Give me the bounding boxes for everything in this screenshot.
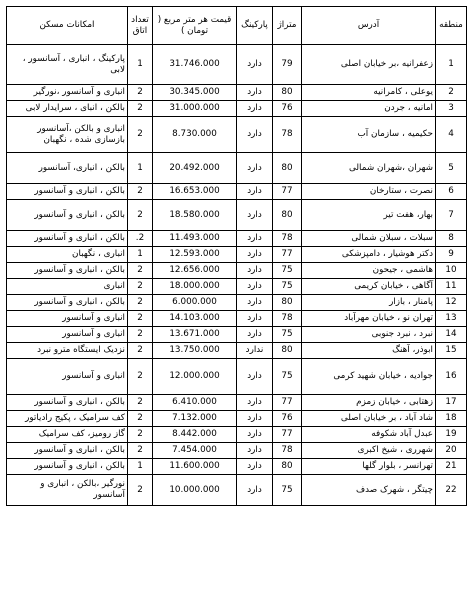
- cell-amenities: نزدیک ایستگاه مترو نبرد: [7, 343, 128, 359]
- header-region: منطقه: [436, 7, 467, 45]
- cell-amenities: بالکن ، انباری و آسانسور: [7, 184, 128, 200]
- header-rooms: تعداد اتاق: [128, 7, 153, 45]
- housing-table: [6, 6, 467, 506]
- cell-rooms: 2: [128, 311, 153, 327]
- cell-address: تهران نو ، خیابان مهرآباد: [302, 311, 436, 327]
- cell-area: 77: [273, 184, 302, 200]
- cell-price: 16.653.000: [153, 184, 237, 200]
- cell-parking: دارد: [237, 101, 273, 117]
- cell-address: چیتگر ، شهرک صدف: [302, 475, 436, 506]
- cell-rooms: 2: [128, 395, 153, 411]
- cell-parking: دارد: [237, 184, 273, 200]
- cell-price: 7.454.000: [153, 443, 237, 459]
- table-row: [7, 279, 467, 295]
- cell-area: 80: [273, 459, 302, 475]
- cell-address: نصرت ، ستارخان: [302, 184, 436, 200]
- cell-region: 20: [436, 443, 467, 459]
- header-address: آدرس: [302, 7, 436, 45]
- cell-price: 6.410.000: [153, 395, 237, 411]
- cell-amenities: بالکن ، انبای ، سرایدار لابی: [7, 101, 128, 117]
- cell-area: 78: [273, 117, 302, 153]
- cell-rooms: 2: [128, 200, 153, 231]
- cell-area: 80: [273, 343, 302, 359]
- cell-amenities: انباری: [7, 279, 128, 295]
- table-row: [7, 343, 467, 359]
- cell-price: 20.492.000: [153, 153, 237, 184]
- cell-parking: دارد: [237, 45, 273, 85]
- cell-amenities: انباری و بالکن ،آسانسور بازسازی شده ، نگهبان: [7, 117, 128, 153]
- cell-area: 76: [273, 411, 302, 427]
- cell-price: 30.345.000: [153, 85, 237, 101]
- cell-price: 7.132.000: [153, 411, 237, 427]
- cell-rooms: 2: [128, 184, 153, 200]
- cell-amenities: انباری ، نگهبان: [7, 247, 128, 263]
- cell-region: 11: [436, 279, 467, 295]
- cell-address: پامنار ، بازار: [302, 295, 436, 311]
- cell-parking: دارد: [237, 359, 273, 395]
- cell-address: عبدل آباد شکوفه: [302, 427, 436, 443]
- cell-price: 14.103.000: [153, 311, 237, 327]
- cell-parking: دارد: [237, 459, 273, 475]
- housing-table-sheet: [6, 6, 467, 506]
- cell-amenities: پارکینگ ، انباری ، آسانسور ، لابی: [7, 45, 128, 85]
- cell-rooms: 2.: [128, 231, 153, 247]
- cell-area: 77: [273, 247, 302, 263]
- cell-address: یوعلی ، کامرانیه: [302, 85, 436, 101]
- cell-price: 11.493.000: [153, 231, 237, 247]
- cell-rooms: 2: [128, 279, 153, 295]
- cell-price: 12.000.000: [153, 359, 237, 395]
- table-row: [7, 263, 467, 279]
- cell-price: 6.000.000: [153, 295, 237, 311]
- cell-area: 75: [273, 263, 302, 279]
- table-row: [7, 247, 467, 263]
- cell-rooms: 2: [128, 101, 153, 117]
- table-row: [7, 153, 467, 184]
- cell-parking: دارد: [237, 395, 273, 411]
- cell-rooms: 2: [128, 85, 153, 101]
- cell-parking: دارد: [237, 279, 273, 295]
- cell-rooms: 2: [128, 295, 153, 311]
- cell-area: 75: [273, 327, 302, 343]
- table-row: [7, 475, 467, 506]
- cell-parking: دارد: [237, 411, 273, 427]
- table-row: [7, 85, 467, 101]
- cell-area: 80: [273, 200, 302, 231]
- table-row: [7, 117, 467, 153]
- cell-address: دکتر هوشیار ، دامپزشکی: [302, 247, 436, 263]
- table-row: [7, 295, 467, 311]
- cell-area: 75: [273, 279, 302, 295]
- cell-area: 77: [273, 395, 302, 411]
- cell-area: 78: [273, 443, 302, 459]
- cell-rooms: 2: [128, 411, 153, 427]
- cell-price: 18.000.000: [153, 279, 237, 295]
- cell-address: حکیمیه ، سازمان آب: [302, 117, 436, 153]
- cell-area: 78: [273, 311, 302, 327]
- cell-area: 78: [273, 231, 302, 247]
- cell-address: آگاهی ، خیابان کریمی: [302, 279, 436, 295]
- cell-price: 10.000.000: [153, 475, 237, 506]
- cell-rooms: 2: [128, 427, 153, 443]
- cell-region: 12: [436, 295, 467, 311]
- cell-address: تهرانسر ، بلوار گلها: [302, 459, 436, 475]
- cell-area: 80: [273, 85, 302, 101]
- header-parking: پارکینگ: [237, 7, 273, 45]
- cell-region: 14: [436, 327, 467, 343]
- cell-area: 80: [273, 295, 302, 311]
- header-price: قیمت هر متر مربع ( تومان ): [153, 7, 237, 45]
- cell-area: 77: [273, 427, 302, 443]
- cell-price: 13.750.000: [153, 343, 237, 359]
- cell-address: ابوذر، آهنگ: [302, 343, 436, 359]
- cell-price: 13.671.000: [153, 327, 237, 343]
- cell-address: سبلات ، سبلان شمالی: [302, 231, 436, 247]
- table-row: [7, 427, 467, 443]
- header-area: متراژ: [273, 7, 302, 45]
- cell-amenities: بالکن ، انباری و آسانسور: [7, 231, 128, 247]
- cell-rooms: 1: [128, 45, 153, 85]
- cell-address: امانیه ، جردن: [302, 101, 436, 117]
- cell-address: زهتابی ، خیابان زمزم: [302, 395, 436, 411]
- cell-address: زعفرانیه ،بر خیابان اصلی: [302, 45, 436, 85]
- cell-amenities: انباری و آسانسور ،نورگیر: [7, 85, 128, 101]
- cell-rooms: 2: [128, 475, 153, 506]
- cell-parking: دارد: [237, 231, 273, 247]
- cell-price: 31.746.000: [153, 45, 237, 85]
- cell-amenities: کف سرامیک ، پکیج رادیاتور: [7, 411, 128, 427]
- cell-area: 75: [273, 359, 302, 395]
- cell-area: 75: [273, 475, 302, 506]
- cell-amenities: انباری و آسانسور: [7, 311, 128, 327]
- cell-parking: دارد: [237, 247, 273, 263]
- table-row: [7, 443, 467, 459]
- header-amenities: امکانات مسکن: [7, 7, 128, 45]
- cell-rooms: 1: [128, 153, 153, 184]
- cell-amenities: نورگیر ،بالکن ، انباری و آسانسور: [7, 475, 128, 506]
- cell-parking: دارد: [237, 153, 273, 184]
- cell-region: 5: [436, 153, 467, 184]
- cell-price: 8.442.000: [153, 427, 237, 443]
- cell-amenities: بالکن ، انباری و آسانسور: [7, 295, 128, 311]
- cell-region: 2: [436, 85, 467, 101]
- cell-region: 4: [436, 117, 467, 153]
- table-row: [7, 45, 467, 85]
- cell-price: 12.656.000: [153, 263, 237, 279]
- table-row: [7, 231, 467, 247]
- cell-parking: دارد: [237, 475, 273, 506]
- table-row: [7, 359, 467, 395]
- cell-rooms: 2: [128, 359, 153, 395]
- cell-amenities: بالکن ، انباری، آسانسور: [7, 153, 128, 184]
- cell-region: 21: [436, 459, 467, 475]
- cell-address: نبرد ، نبرد جنوبی: [302, 327, 436, 343]
- table-row: [7, 101, 467, 117]
- cell-amenities: بالکن ، انباری و آسانسور: [7, 263, 128, 279]
- table-row: [7, 411, 467, 427]
- cell-address: شهران ،شهران شمالی: [302, 153, 436, 184]
- cell-rooms: 2: [128, 327, 153, 343]
- cell-parking: دارد: [237, 85, 273, 101]
- cell-region: 6: [436, 184, 467, 200]
- table-row: [7, 395, 467, 411]
- cell-amenities: بالکن ، انباری و آسانسور: [7, 459, 128, 475]
- cell-amenities: بالکن ، انباری و آسانسور: [7, 200, 128, 231]
- cell-parking: دارد: [237, 263, 273, 279]
- cell-region: 13: [436, 311, 467, 327]
- cell-rooms: 1: [128, 459, 153, 475]
- cell-parking: دارد: [237, 327, 273, 343]
- header-row: [7, 7, 467, 45]
- cell-region: 15: [436, 343, 467, 359]
- cell-region: 3: [436, 101, 467, 117]
- table-row: [7, 184, 467, 200]
- cell-region: 1: [436, 45, 467, 85]
- cell-rooms: 2: [128, 263, 153, 279]
- cell-region: 7: [436, 200, 467, 231]
- cell-parking: دارد: [237, 311, 273, 327]
- cell-price: 11.600.000: [153, 459, 237, 475]
- cell-address: شهرری ، شیخ اکبری: [302, 443, 436, 459]
- table-row: [7, 311, 467, 327]
- cell-amenities: انباری و آسانسور: [7, 327, 128, 343]
- cell-price: 12.593.000: [153, 247, 237, 263]
- cell-area: 79: [273, 45, 302, 85]
- cell-parking: دارد: [237, 443, 273, 459]
- cell-amenities: گاز رومیز، کف سرامیک: [7, 427, 128, 443]
- cell-parking: دارد: [237, 427, 273, 443]
- cell-region: 9: [436, 247, 467, 263]
- cell-area: 80: [273, 153, 302, 184]
- cell-parking: دارد: [237, 295, 273, 311]
- table-row: [7, 200, 467, 231]
- cell-rooms: 2: [128, 443, 153, 459]
- cell-price: 31.000.000: [153, 101, 237, 117]
- cell-address: هاشمی ، جیحون: [302, 263, 436, 279]
- cell-amenities: بالکن ، انباری و آسانسور: [7, 443, 128, 459]
- cell-rooms: 2: [128, 117, 153, 153]
- cell-region: 22: [436, 475, 467, 506]
- cell-rooms: 2: [128, 343, 153, 359]
- cell-region: 18: [436, 411, 467, 427]
- table-row: [7, 327, 467, 343]
- cell-amenities: انباری و آسانسور: [7, 359, 128, 395]
- cell-region: 8: [436, 231, 467, 247]
- cell-parking: ندارد: [237, 343, 273, 359]
- cell-amenities: بالکن ، انباری و آسانسور: [7, 395, 128, 411]
- cell-region: 17: [436, 395, 467, 411]
- cell-address: بهار، هفت تیر: [302, 200, 436, 231]
- cell-region: 16: [436, 359, 467, 395]
- cell-rooms: 1: [128, 247, 153, 263]
- cell-parking: دارد: [237, 117, 273, 153]
- cell-parking: دارد: [237, 200, 273, 231]
- cell-area: 76: [273, 101, 302, 117]
- cell-address: شاد آباد ، بر خیابان اصلی: [302, 411, 436, 427]
- cell-price: 18.580.000: [153, 200, 237, 231]
- cell-region: 19: [436, 427, 467, 443]
- cell-address: جوادیه ، خیابان شهید کرمی: [302, 359, 436, 395]
- table-row: [7, 459, 467, 475]
- cell-region: 10: [436, 263, 467, 279]
- cell-price: 8.730.000: [153, 117, 237, 153]
